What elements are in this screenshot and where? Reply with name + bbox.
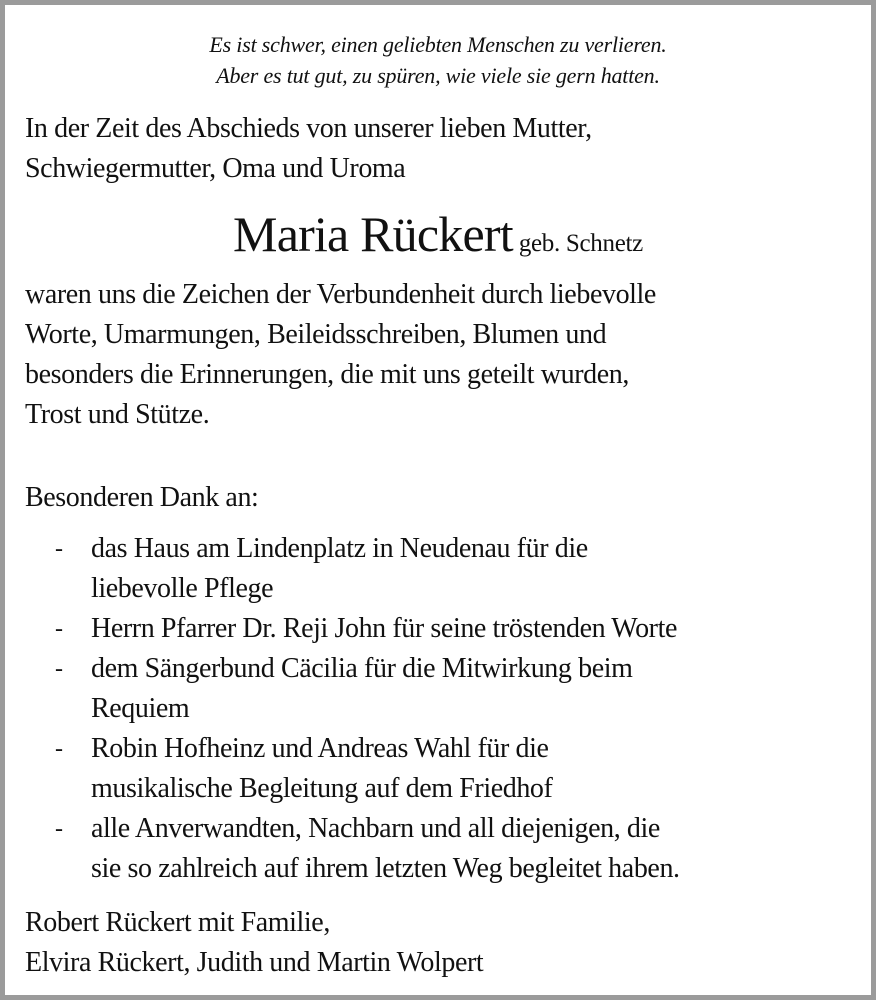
intro-paragraph — [25, 109, 851, 189]
signature-line: Robert Rückert mit Familie, — [25, 907, 330, 938]
dash-bullet-icon: - — [55, 736, 63, 762]
dash-bullet-icon: - — [55, 816, 63, 842]
list-item-line: sie so zahlreich auf ihrem letzten Weg begleitet haben. — [91, 853, 680, 884]
list-item-line: das Haus am Lindenplatz in Neudenau für die — [91, 533, 588, 564]
signature-block — [25, 903, 851, 983]
special-thanks-heading: Besonderen Dank an: — [25, 482, 259, 513]
thanks-paragraph — [25, 275, 851, 435]
thanks-line: besonders die Erinnerungen, die mit uns geteilt wurden, — [25, 359, 629, 390]
list-item-line: alle Anverwandten, Nachbarn und all diejenigen, die — [91, 813, 660, 844]
list-item-line: liebevolle Pflege — [91, 573, 274, 604]
dash-bullet-icon: - — [55, 616, 63, 642]
motto-line: Es ist schwer, einen geliebten Menschen zu verlieren. — [209, 32, 667, 57]
list-item-line: Requiem — [91, 693, 190, 724]
thanks-line: waren uns die Zeichen der Verbundenheit durch liebevolle — [25, 279, 656, 310]
deceased-name: Maria Rückert — [233, 206, 513, 262]
dash-bullet-icon: - — [55, 656, 63, 682]
intro-line: In der Zeit des Abschieds von unserer lieben Mutter, — [25, 113, 592, 144]
list-item-line: musikalische Begleitung auf dem Friedhof — [91, 773, 553, 804]
list-item — [25, 729, 851, 809]
birth-name: geb. Schnetz — [518, 230, 643, 257]
list-item-line: Robin Hofheinz und Andreas Wahl für die — [91, 733, 549, 764]
list-item — [25, 649, 851, 729]
list-item — [25, 609, 851, 649]
list-item — [25, 809, 851, 889]
deceased-name-block — [5, 205, 871, 263]
thanks-line: Worte, Umarmungen, Beileidsschreiben, Blumen und — [25, 319, 607, 350]
dash-bullet-icon: - — [55, 536, 63, 562]
motto-quote — [5, 29, 871, 91]
special-thanks-list — [25, 529, 851, 889]
list-item-line: dem Sängerbund Cäcilia für die Mitwirkung beim — [91, 653, 633, 684]
list-item — [25, 529, 851, 609]
list-item-line: Herrn Pfarrer Dr. Reji John für seine tröstenden Worte — [91, 613, 678, 644]
thanks-line: Trost und Stütze. — [25, 399, 210, 430]
motto-line: Aber es tut gut, zu spüren, wie viele sie gern hatten. — [216, 63, 660, 88]
signature-line: Elvira Rückert, Judith und Martin Wolpert — [25, 947, 484, 978]
intro-line: Schwiegermutter, Oma und Uroma — [25, 153, 406, 184]
